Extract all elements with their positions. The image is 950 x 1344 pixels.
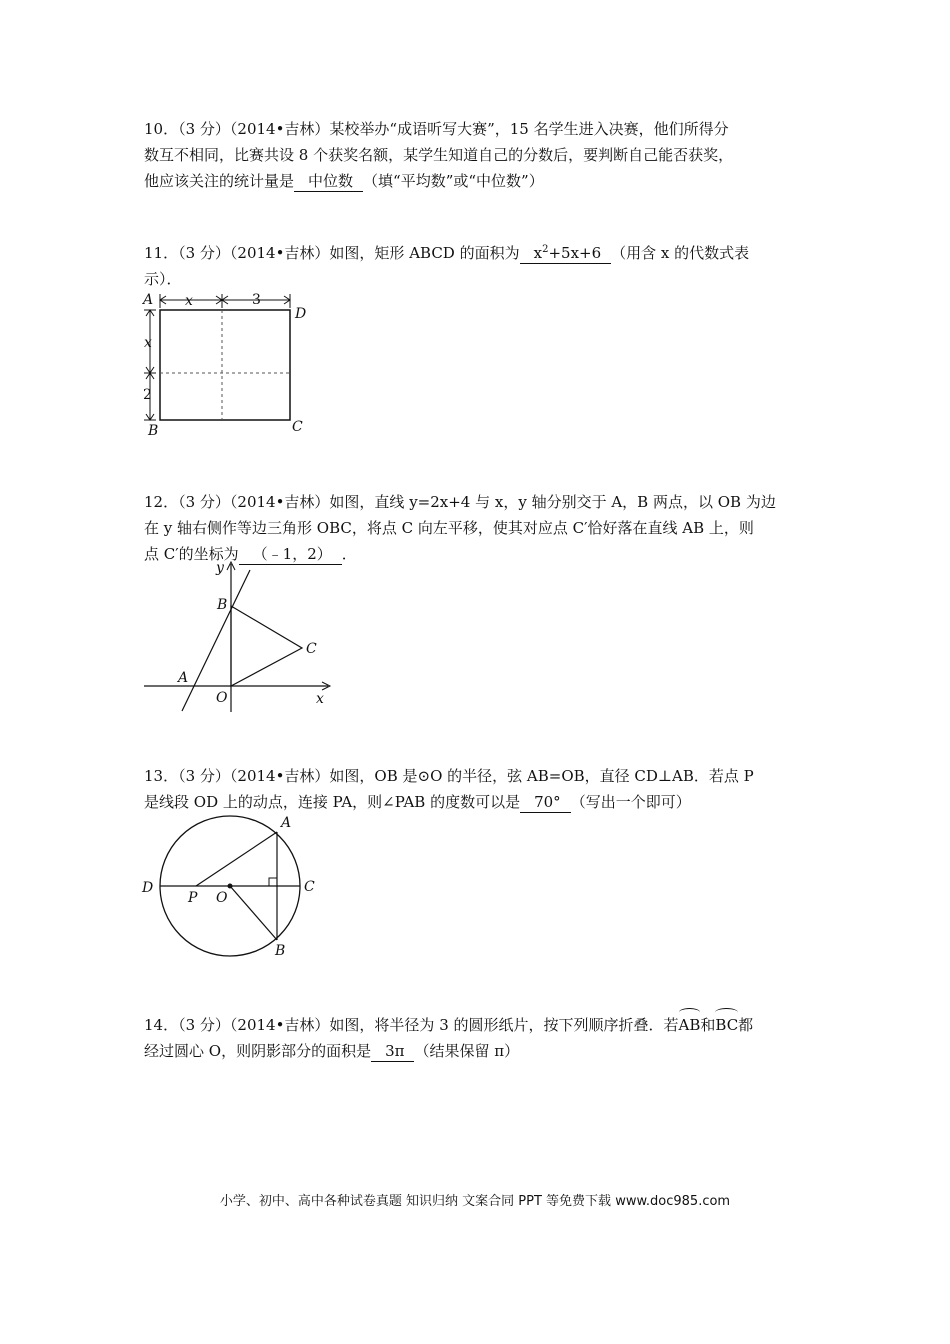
label-D: D <box>295 306 307 322</box>
label-top-3: 3 <box>252 292 261 308</box>
q12-line-2: 在 y 轴右侧作等边三角形 OBC，将点 C 向左平移，使其对应点 C′恰好落在直线 AB 上，则 <box>144 519 754 537</box>
q14-line-2-pre: 经过圆心 O，则阴影部分的面积是 <box>144 1042 372 1060</box>
right-angle-mark <box>269 878 277 886</box>
q10-line-3 <box>144 168 814 194</box>
q11-line-1-post: （用含 x 的代数式表 <box>611 244 750 262</box>
q14-line-2-post: （结果保留 π） <box>414 1042 520 1060</box>
triangle-OBC <box>231 606 302 686</box>
q14-line-2 <box>144 1038 814 1064</box>
label-A: A <box>143 292 154 308</box>
q11-answer-exponent: 2 <box>542 244 549 255</box>
label-B: B <box>148 423 159 439</box>
label-A: A <box>178 670 189 686</box>
label-B: B <box>275 943 286 959</box>
label-left-x: x <box>144 335 152 351</box>
q10-line-1: 10．（3 分）（2014•吉林）某校举办“成语听写大赛”，15 名学生进入决赛，他们所得分 <box>144 120 729 138</box>
rectangle-abcd <box>160 310 290 420</box>
label-left-2: 2 <box>143 387 152 403</box>
q11-line-1-pre: 11．（3 分）（2014•吉林）如图，矩形 ABCD 的面积为 <box>144 244 520 262</box>
label-P: P <box>188 890 198 906</box>
label-y: y <box>216 560 224 576</box>
label-A: A <box>281 815 292 831</box>
label-B: B <box>217 597 228 613</box>
q14-line-1-pre: 14．（3 分）（2014•吉林）如图，将半径为 3 的圆形纸片，按下列顺序折叠．若 <box>144 1016 679 1034</box>
label-C: C <box>306 641 317 657</box>
q14-line-1-post: 都 <box>738 1016 754 1034</box>
label-x: x <box>316 691 324 707</box>
q12-line-3-pre: 点 C′的坐标为 <box>144 545 239 563</box>
q10-line-3-post: （填“平均数”或“中位数”） <box>363 172 544 190</box>
q12-line-3-post: ． <box>341 545 357 563</box>
label-O: O <box>216 690 228 706</box>
radius-OB <box>230 886 277 940</box>
q11-answer-x: x <box>533 244 543 262</box>
question-13 <box>144 763 814 815</box>
q12-coordinate-figure <box>140 556 340 716</box>
q13-line-1: 13．（3 分）（2014•吉林）如图，OB 是⊙O 的半径，弦 AB=OB，直径 CD⊥AB．若点 P <box>144 767 754 785</box>
q10-answer: 中位数 <box>294 171 363 192</box>
label-C: C <box>304 879 315 895</box>
page-footer: 小学、初中、高中各种试卷真题 知识归纳 文案合同 PPT 等免费下载 www.doc985.com <box>219 1194 731 1209</box>
q13-line-2-post: （写出一个即可） <box>570 793 691 811</box>
q12-line-1: 12．（3 分）（2014•吉林）如图，直线 y=2x+4 与 x，y 轴分别交于 A，B 两点，以 OB 为边 <box>144 493 776 511</box>
label-C: C <box>292 419 303 435</box>
q13-answer: 70° <box>520 792 571 813</box>
q14-line-1 <box>144 1012 814 1038</box>
q11-answer <box>520 243 612 264</box>
question-10 <box>144 116 814 194</box>
q11-rectangle-figure <box>140 288 320 440</box>
q10-line-2: 数互不相同，比赛共设 8 个获奖名额，某学生知道自己的分数后，要判断自己能否获奖， <box>144 146 734 164</box>
center-point-O <box>228 884 233 889</box>
q12-answer: （﹣1，2） <box>239 544 342 565</box>
label-D: D <box>142 880 154 896</box>
question-14 <box>144 1012 814 1064</box>
q13-circle-figure <box>140 812 330 962</box>
question-11 <box>144 240 814 292</box>
q11-line-1 <box>144 240 814 266</box>
q10-line-3-pre: 他应该关注的统计量是 <box>144 172 295 190</box>
label-top-x: x <box>185 293 193 309</box>
q11-answer-rest: +5x+6 <box>548 244 602 262</box>
arc-AB: AB <box>679 1012 701 1038</box>
q11-line-2: 示）． <box>144 270 182 288</box>
q13-line-2-pre: 是线段 OD 上的动点，连接 PA，则∠PAB 的度数可以是 <box>144 793 521 811</box>
q14-and: 和 <box>700 1016 716 1034</box>
label-O: O <box>216 890 228 906</box>
q14-answer: 3π <box>371 1041 414 1062</box>
arc-BC: BC <box>715 1012 738 1038</box>
segment-PA <box>196 832 277 886</box>
